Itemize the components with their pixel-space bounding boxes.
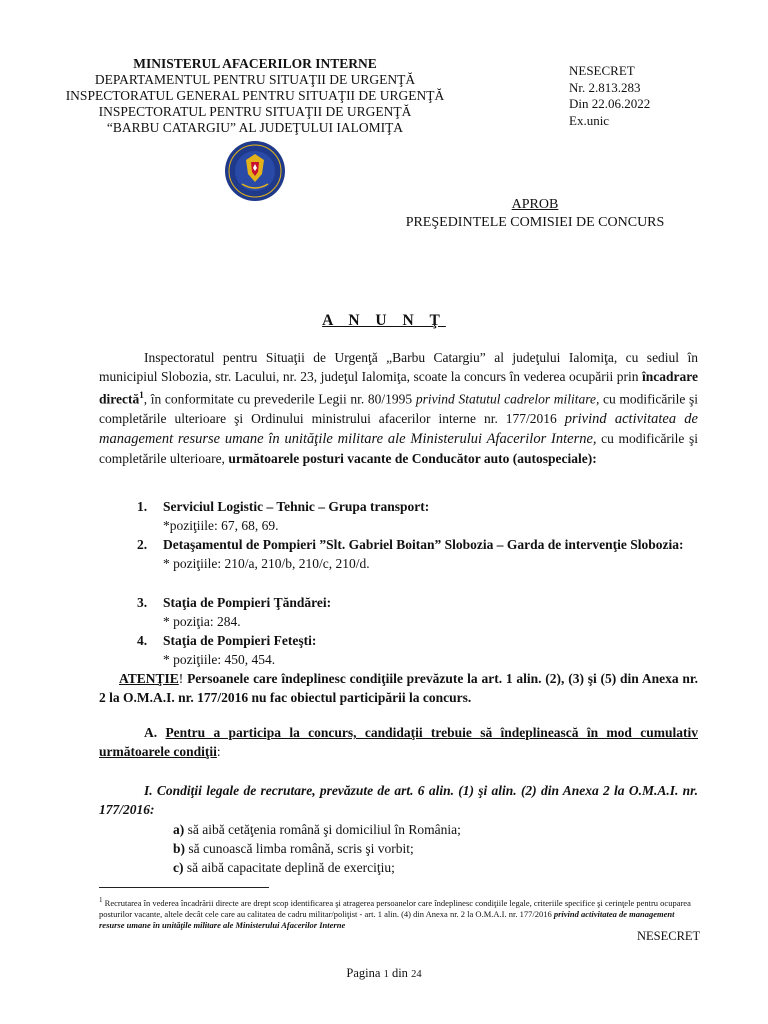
page-label: Pagina (346, 966, 384, 980)
intro-text-7: cu modificările şi completările ulterioare, (99, 430, 699, 466)
position-detail: * poziţiile: 210/a, 210/b, 210/c, 210/d. (163, 556, 370, 571)
intro-text-3: , în conformitate cu prevederile Legii nr. 80/1995 (143, 391, 416, 407)
section-a-text: Pentru a participa la concurs, candidaţii trebuie să îndeplinească în mod cumulativ următoarele condiţii (99, 725, 698, 759)
intro-direct-hire: încadrare directă (99, 369, 698, 407)
section-i-heading: I. Condiţii legale de recrutare, prevăzute de art. 6 alin. (1) şi alin. (2) din Anexa 2 la O.M.A.I. nr. 177/2016: (99, 783, 698, 817)
footer-classification: NESECRET (637, 929, 701, 943)
condition-item (173, 858, 395, 877)
approval-role: PREŞEDINTELE COMISIEI DE CONCURS (405, 215, 665, 230)
intro-positions-heading: următoarele posturi vacante de Conducător auto (autospeciale): (228, 450, 597, 466)
approval-label: APROB (511, 197, 559, 212)
footnote-separator (99, 887, 269, 888)
condition-text: să aibă cetăţenia română şi domiciliul în România; (184, 822, 461, 837)
page-of-label: din (388, 966, 412, 980)
condition-letter: c) (173, 860, 184, 875)
intro-order-title: privind activitatea de management resurse umane în unităţile militare ale Ministerului Afacerilor Interne, (99, 410, 698, 447)
position-unit: Staţia de Pompieri Ţăndărei: (163, 595, 332, 610)
position-detail: * poziţia: 284. (163, 614, 241, 629)
footnote-text: Recrutarea în vederea încadrării directe are drept scop identificarea şi atragerea persoanelor care îndeplinesc condiţiile legale, criteriile specifice şi cerinţele pentru ocuparea posturilor vacante, altele decât cele care au calitatea de cadru militar/poliţist - art. 1 alin. (4) din Anexa nr. 2 la O.M.A.I. nr. 177/2016 (99, 897, 691, 919)
section-a-colon: : (216, 744, 221, 759)
position-unit: Serviciul Logistic – Tehnic – Grupa transport: (163, 499, 430, 514)
condition-text: să cunoască limba română, scris şi vorbit; (185, 841, 414, 856)
footnote (99, 895, 699, 931)
position-detail: *poziţiile: 67, 68, 69. (163, 518, 279, 533)
footnote-ref: 1 (139, 390, 144, 400)
classification-level: NESECRET (569, 63, 635, 78)
footnote-marker: 1 (99, 896, 103, 904)
attention-text: Persoanele care îndeplinesc condiţiile prevăzute la art. 1 alin. (2), (3) şi (5) din Anexa nr. 2 la O.M.A.I. nr. 177/2016 nu fac obiectul participării la concurs. (99, 671, 698, 705)
intro-paragraph (99, 348, 698, 468)
position-unit: Staţia de Pompieri Feteşti: (163, 633, 317, 648)
condition-item (173, 839, 414, 858)
section-a (99, 723, 698, 761)
registration-number: Nr. 2.813.283 (569, 79, 641, 95)
page-number (0, 966, 768, 981)
registration-date: Din 22.06.2022 (569, 96, 651, 111)
footnote-italic: privind activitatea de management resurse umane în unităţile militare ale Ministerului Afacerilor Interne (99, 908, 675, 930)
position-item (137, 497, 698, 535)
position-item (137, 631, 698, 669)
header-inspectorate-general: INSPECTORATUL GENERAL PENTRU SITUAŢII DE URGENŢĂ (65, 88, 445, 103)
position-item (137, 593, 698, 631)
condition-item (173, 820, 461, 839)
position-number: 2. (137, 537, 148, 552)
intro-text-5: cu modificările şi completările ulterioare şi Ordinului ministrului afacerilor interne nr. 177/2016 (99, 391, 699, 426)
section-a-letter: A. (144, 725, 158, 740)
condition-text: să aibă capacitate deplină de exerciţiu; (183, 860, 395, 875)
position-number: 3. (137, 595, 148, 610)
page-current: 1 (383, 969, 389, 980)
intro-text-1: Inspectoratul pentru Situaţii de Urgenţă „Barbu Catargiu” al judeţului Ialomiţa, cu sediul în municipiul Slobozia, str. Lacului, nr. 23, judeţul Ialomiţa, scoate la concurs în vederea ocupării prin (99, 350, 698, 384)
copy-count: Ex.unic (569, 112, 610, 128)
attention-mark: ! (178, 671, 184, 686)
header-inspectorate-name: “BARBU CATARGIU” AL JUDEŢULUI IALOMIŢA (106, 120, 404, 135)
condition-letter: b) (173, 841, 186, 856)
document-title: A N U N Ţ (322, 312, 446, 329)
condition-letter: a) (173, 822, 185, 837)
position-item (137, 535, 698, 573)
attention-label: ATENŢIE (119, 671, 179, 686)
header-department: DEPARTAMENTUL PENTRU SITUAŢII DE URGENŢĂ (94, 72, 416, 87)
intro-law-title: privind Statutul cadrelor militare, (415, 391, 600, 407)
igsu-emblem-icon (224, 140, 286, 202)
institution-header (40, 56, 470, 136)
position-unit: Detaşamentul de Pompieri ”Slt. Gabriel Boitan” Slobozia – Garda de intervenţie Slobozia: (163, 537, 684, 552)
attention-note (99, 669, 698, 707)
approval-block (340, 196, 730, 232)
classification-block (569, 63, 650, 129)
position-number: 4. (137, 633, 148, 648)
position-number: 1. (137, 499, 148, 514)
header-ministry: MINISTERUL AFACERILOR INTERNE (133, 56, 377, 71)
position-detail: * poziţiile: 450, 454. (163, 652, 276, 667)
header-inspectorate: INSPECTORATUL PENTRU SITUAŢII DE URGENŢĂ (98, 104, 412, 119)
page-total: 24 (411, 969, 422, 980)
